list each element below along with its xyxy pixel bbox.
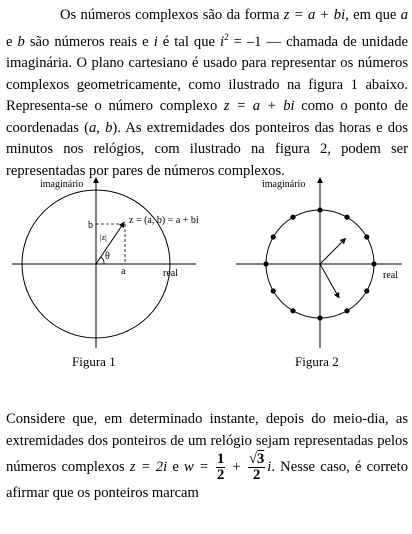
- fig1-angle-arc: [101, 257, 104, 264]
- figure-1-caption: Figura 1: [72, 354, 116, 369]
- fig2-hour-hand: [320, 240, 344, 264]
- figure-2: [236, 179, 402, 348]
- hour-dot: [290, 308, 295, 313]
- hour-dot: [317, 315, 322, 320]
- figure-1: [12, 179, 199, 348]
- hour-dot: [344, 308, 349, 313]
- fig2-y-axis-label: imaginário: [262, 179, 306, 190]
- hour-dot: [290, 215, 295, 220]
- hour-dot: [271, 234, 276, 239]
- fig2-minute-hand: [320, 264, 338, 296]
- fig1-modulus-label: |z|: [100, 233, 107, 242]
- fraction-sqrt3-half: $\frac{√3}{2}$: [248, 451, 265, 484]
- intro-paragraph: Os números complexos são da forma z = a + bi, em que a e b são números reais e i é tal que $i^2 = -1$ — chamada de unidade imaginária. O plano cartesiano é usado para representar os números complexos geometricamente, como ilustrado na figura 1 abaixo. Representa-se o número complexo z = a + bi como o ponto de coordenadas (a, b). As extremidades dos ponteiros das horas e dos minutos nos relógios, com ilustrado na figura 2, podem ser representadas por pares de números complexos.: [6, 7, 409, 180]
- fig1-y-axis-label: imaginário: [40, 179, 84, 190]
- hour-dot: [263, 261, 268, 266]
- fig1-x-axis-label: real: [163, 268, 178, 279]
- hour-dot: [271, 288, 276, 293]
- hour-dot: [364, 288, 369, 293]
- fig1-point-label: z = (a, b) = a + bi: [129, 215, 199, 226]
- hour-dot: [344, 215, 349, 220]
- fig2-x-axis-label: real: [383, 270, 398, 281]
- fig1-angle-label: θ: [105, 251, 110, 262]
- fraction-one-half: $\frac{1}{2}$: [217, 451, 225, 484]
- figure-2-caption: Figura 2: [295, 354, 339, 369]
- question-paragraph: Considere que, em determinado instante, depois do meio-dia, as extremidades dos ponteiros de um relógio sejam representadas pelos números complexos z = 2i e w = $\frac{1}{2}$ + $\frac{√3}{2}$ i. Nesse caso, é correto afirmar que os ponteiros marcam: [6, 411, 408, 502]
- hour-dot: [364, 234, 369, 239]
- fig1-b-label: b: [88, 220, 93, 231]
- fig1-a-label: a: [121, 266, 126, 277]
- hour-dot: [317, 207, 322, 212]
- hour-dot: [371, 261, 376, 266]
